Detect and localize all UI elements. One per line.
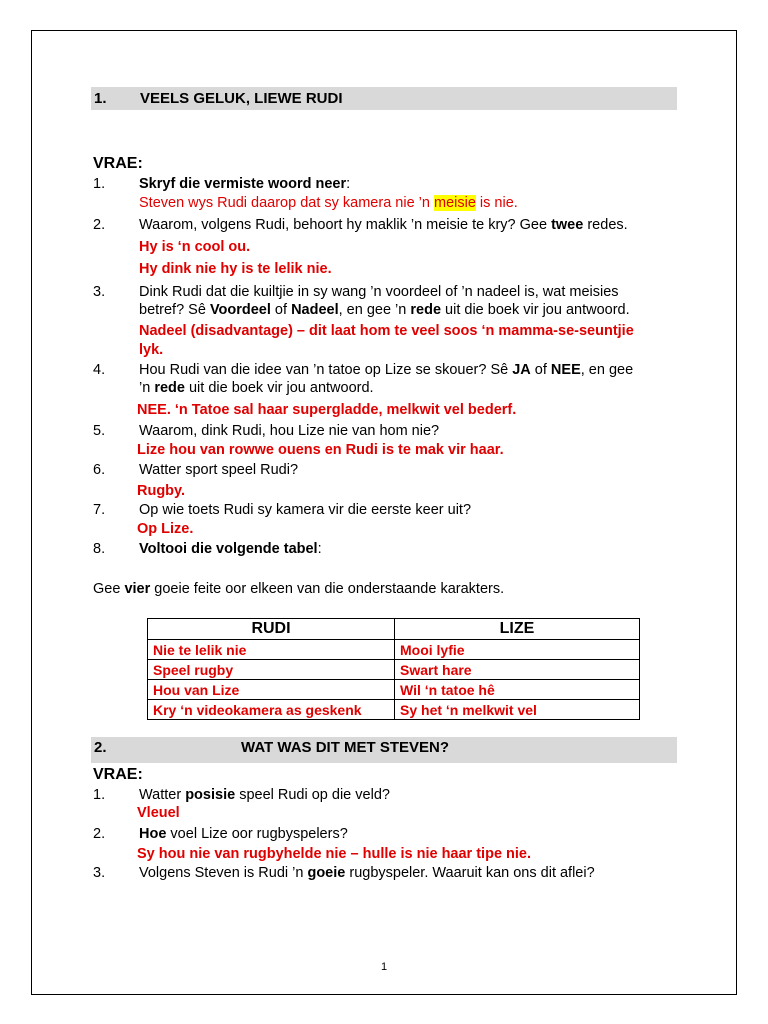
q1-answer: Steven wys Rudi daarop dat sy kamera nie ’n meisie is nie. bbox=[139, 195, 518, 211]
q7-answer: Op Lize. bbox=[137, 521, 194, 537]
page-number: 1 bbox=[380, 961, 388, 973]
s2-q1-text: Watter posisie speel Rudi op die veld? bbox=[139, 787, 390, 803]
table-cell: Sy het ‘n melkwit vel bbox=[395, 700, 640, 720]
q5-answer: Lize hou van rowwe ouens en Rudi is te mak vir haar. bbox=[137, 442, 504, 458]
q3-text-line-1: Dink Rudi dat die kuiltjie in sy wang ’n voordeel of ’n nadeel is, wat meisies bbox=[139, 284, 619, 300]
table-header-lize: LIZE bbox=[395, 619, 640, 640]
table-header-row bbox=[148, 619, 640, 640]
table-instruction: Gee vier goeie feite oor elkeen van die onderstaande karakters. bbox=[93, 581, 505, 597]
s2-q1-number: 1. bbox=[93, 787, 106, 803]
highlighted-word: meisie bbox=[433, 195, 476, 211]
vrae-heading-1: VRAE: bbox=[93, 155, 143, 172]
q3-number: 3. bbox=[93, 284, 106, 300]
q2-number: 2. bbox=[93, 217, 106, 233]
s2-q1-answer: Vleuel bbox=[137, 805, 180, 821]
table-header-rudi: RUDI bbox=[148, 619, 395, 640]
table-cell: Hou van Lize bbox=[148, 680, 395, 700]
s2-q2-answer: Sy hou nie van rugbyhelde nie – hulle is nie haar tipe nie. bbox=[137, 846, 532, 862]
s2-q2-text: Hoe voel Lize oor rugbyspelers? bbox=[139, 826, 348, 842]
q1-text: Skryf die vermiste woord neer: bbox=[139, 176, 351, 192]
s2-q3-number: 3. bbox=[93, 865, 106, 881]
q7-number: 7. bbox=[93, 502, 106, 518]
q5-text: Waarom, dink Rudi, hou Lize nie van hom nie? bbox=[139, 423, 440, 439]
table-row bbox=[148, 640, 640, 660]
section-1-header bbox=[91, 87, 677, 110]
table-row bbox=[148, 700, 640, 720]
section-2-header bbox=[91, 737, 677, 763]
s2-q3-text: Volgens Steven is Rudi ’n goeie rugbyspeler. Waaruit kan ons dit aflei? bbox=[139, 865, 595, 881]
q4-number: 4. bbox=[93, 362, 106, 378]
table-row bbox=[148, 660, 640, 680]
q1-number: 1. bbox=[93, 176, 106, 192]
q4-text-line-1: Hou Rudi van die idee van ’n tatoe op Lize se skouer? Sê JA of NEE, en gee bbox=[139, 362, 634, 378]
table-cell: Wil ‘n tatoe hê bbox=[395, 680, 640, 700]
section-2-title: WAT WAS DIT MET STEVEN? bbox=[241, 739, 450, 756]
section-1-title: VEELS GELUK, LIEWE RUDI bbox=[140, 90, 343, 107]
q2-text: Waarom, volgens Rudi, behoort hy maklik ’n meisie te kry? Gee twee redes. bbox=[139, 217, 628, 233]
table-cell: Swart hare bbox=[395, 660, 640, 680]
table-cell: Kry ‘n videokamera as geskenk bbox=[148, 700, 395, 720]
table-cell: Nie te lelik nie bbox=[148, 640, 395, 660]
q7-text: Op wie toets Rudi sy kamera vir die eerste keer uit? bbox=[139, 502, 472, 518]
q3-text-line-2: betref? Sê Voordeel of Nadeel, en gee ’n rede uit die boek vir jou antwoord. bbox=[139, 302, 630, 318]
section-1-number: 1. bbox=[94, 90, 107, 107]
q2-answer-2: Hy dink nie hy is te lelik nie. bbox=[139, 261, 332, 277]
q3-answer-line-1: Nadeel (disadvantage) – dit laat hom te veel soos ‘n mamma-se-seuntjie bbox=[139, 323, 634, 339]
table-cell: Mooi lyfie bbox=[395, 640, 640, 660]
s2-q2-number: 2. bbox=[93, 826, 106, 842]
q2-answer-1: Hy is ‘n cool ou. bbox=[139, 239, 251, 255]
q4-answer: NEE. ‘n Tatoe sal haar supergladde, melkwit vel bederf. bbox=[137, 402, 517, 418]
q6-answer: Rugby. bbox=[137, 483, 186, 499]
table-row bbox=[148, 680, 640, 700]
q3-answer-line-2: lyk. bbox=[139, 342, 164, 358]
vrae-heading-2: VRAE: bbox=[93, 766, 143, 783]
q6-number: 6. bbox=[93, 462, 106, 478]
q8-text: Voltooi die volgende tabel: bbox=[139, 541, 322, 557]
q6-text: Watter sport speel Rudi? bbox=[139, 462, 299, 478]
q8-number: 8. bbox=[93, 541, 106, 557]
section-2-number: 2. bbox=[94, 739, 107, 756]
q5-number: 5. bbox=[93, 423, 106, 439]
q4-text-line-2: ’n rede uit die boek vir jou antwoord. bbox=[139, 380, 374, 396]
table-cell: Speel rugby bbox=[148, 660, 395, 680]
character-table bbox=[147, 618, 640, 720]
